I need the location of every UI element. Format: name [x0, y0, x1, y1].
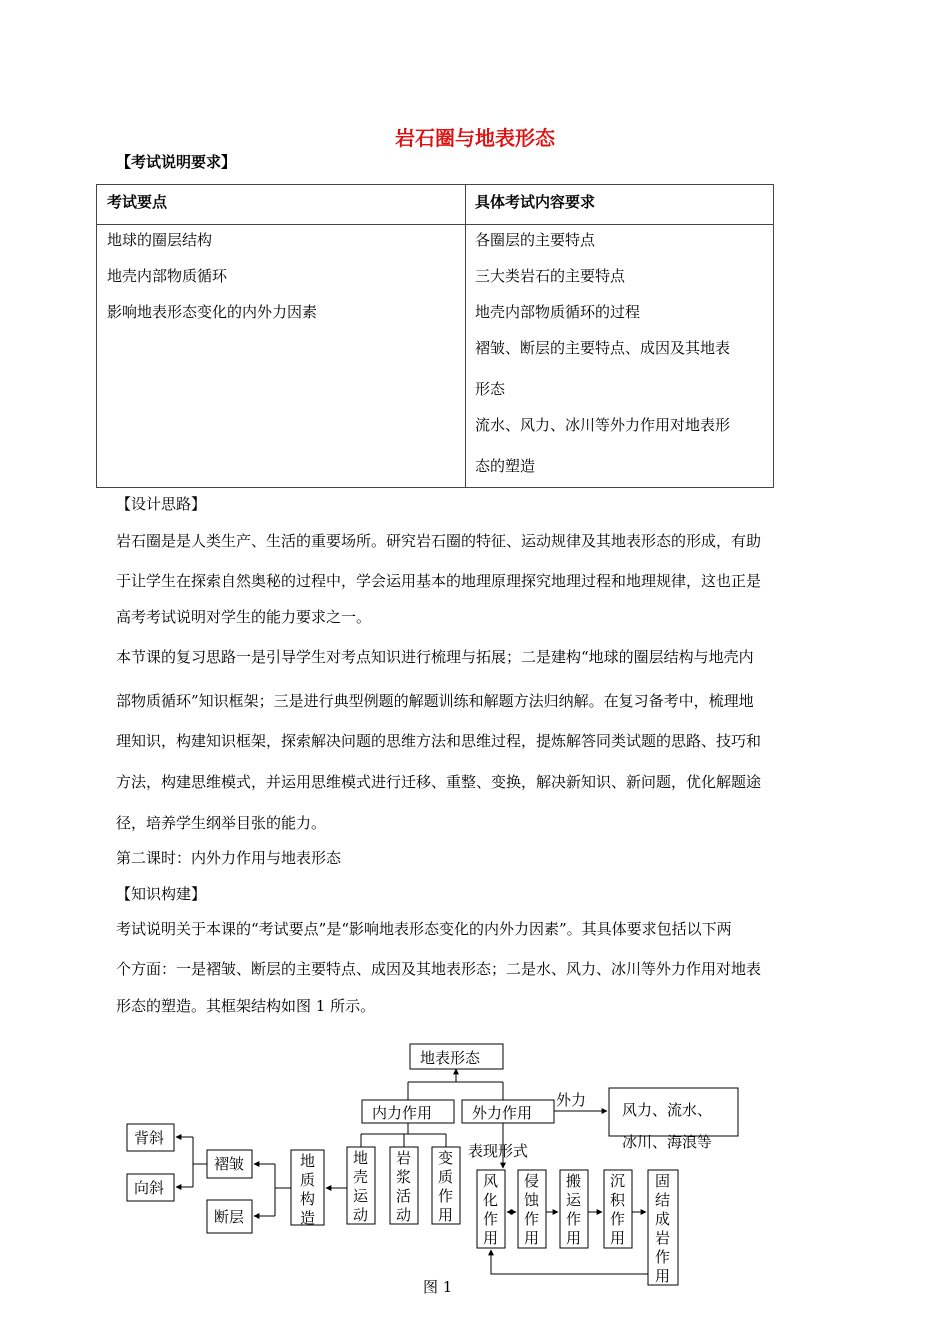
paragraph-line: 于让学生在探索自然奥秘的过程中，学会运用基本的地理原理探究地理过程和地理规律，这也正是: [116, 572, 762, 590]
table-column-divider: [465, 185, 466, 487]
exam-requirements-heading: 【考试说明要求】: [116, 153, 237, 171]
paragraph-line: 个方面：一是褶皱、断层的主要特点、成因及其地表形态；二是水、风力、冰川等外力作用对地表: [116, 960, 762, 978]
label-transport: 搬运作用: [566, 1172, 582, 1247]
label-syncline: 向斜: [134, 1179, 165, 1197]
table-header-content-requirements: 具体考试内容要求: [475, 193, 596, 211]
table-cell-right: 态的塑造: [475, 457, 536, 475]
label-erosion: 侵蚀作用: [524, 1172, 540, 1247]
label-external-force-arrow: 外力: [556, 1091, 587, 1109]
table-cell-right: 各圈层的主要特点: [475, 231, 596, 249]
table-header-row: [97, 185, 773, 225]
label-forces-line1: 风力、流水、: [622, 1101, 713, 1119]
label-internal-force: 内力作用: [372, 1104, 433, 1122]
paragraph-line: 方法，构建思维模式，并运用思维模式进行迁移、重整、变换，解决新知识、新问题，优化解题途: [116, 773, 762, 791]
design-heading: 【设计思路】: [116, 495, 207, 513]
label-fault: 断层: [214, 1208, 245, 1226]
paragraph-line: 部物质循环”知识框架；三是进行典型例题的解题训练和解题方法归纳解。在复习备考中，梳理地: [116, 692, 754, 710]
page-title: 岩石圈与地表形态: [395, 126, 555, 150]
paragraph-line: 考试说明关于本课的“考试要点”是“影响地表形态变化的内外力因素”。其具体要求包括以下两: [116, 920, 732, 938]
lesson-title: 第二课时：内外力作用与地表形态: [116, 849, 342, 867]
requirements-table: [96, 184, 774, 488]
paragraph-line: 径，培养学生纲举目张的能力。: [116, 814, 327, 832]
label-metamorphism: 变质作用: [438, 1149, 454, 1224]
label-anticline: 背斜: [134, 1129, 165, 1147]
table-header-key-points: 考试要点: [107, 193, 168, 211]
paragraph-line: 形态的塑造。其框架结构如图 1 所示。: [116, 997, 376, 1015]
label-crust-movement: 地壳运动: [353, 1149, 369, 1224]
figure-caption: 图 1: [423, 1278, 453, 1296]
knowledge-heading: 【知识构建】: [116, 885, 207, 903]
label-deposition: 沉积作用: [610, 1172, 626, 1247]
table-cell-right: 三大类岩石的主要特点: [475, 267, 626, 285]
label-magma: 岩浆活动: [396, 1149, 412, 1224]
label-external-force: 外力作用: [472, 1104, 533, 1122]
label-structure: 地质构造: [300, 1152, 316, 1227]
paragraph-line: 岩石圈是是人类生产、生活的重要场所。研究岩石圈的特征、运动规律及其地表形态的形成，有助: [116, 532, 762, 550]
label-forces-line2: 冰川、海浪等: [622, 1133, 713, 1151]
label-weathering: 风化作用: [483, 1172, 499, 1247]
table-cell-right: 流水、风力、冰川等外力作用对地表形: [475, 416, 731, 434]
label-surface-form: 地表形态: [420, 1049, 481, 1067]
paragraph-line: 本节课的复习思路一是引导学生对考点知识进行梳理与拓展；二是建构“地球的圈层结构与地壳内: [116, 648, 754, 666]
paragraph-line: 高考考试说明对学生的能力要求之一。: [116, 608, 372, 626]
label-lithification: 固结成岩作用: [655, 1172, 671, 1285]
label-fold: 褶皱: [214, 1155, 245, 1173]
label-manifest: 表现形式: [468, 1142, 529, 1160]
table-cell-left: 影响地表形态变化的内外力因素: [107, 303, 318, 321]
paragraph-line: 理知识，构建知识框架，探索解决问题的思维方法和思维过程，提炼解答同类试题的思路、技巧和: [116, 732, 762, 750]
table-cell-right: 形态: [475, 380, 506, 398]
table-cell-right: 地壳内部物质循环的过程: [475, 303, 641, 321]
table-cell-left: 地壳内部物质循环: [107, 267, 228, 285]
table-cell-right: 褶皱、断层的主要特点、成因及其地表: [475, 339, 731, 357]
table-cell-left: 地球的圈层结构: [107, 231, 213, 249]
framework-diagram: [0, 1030, 950, 1300]
